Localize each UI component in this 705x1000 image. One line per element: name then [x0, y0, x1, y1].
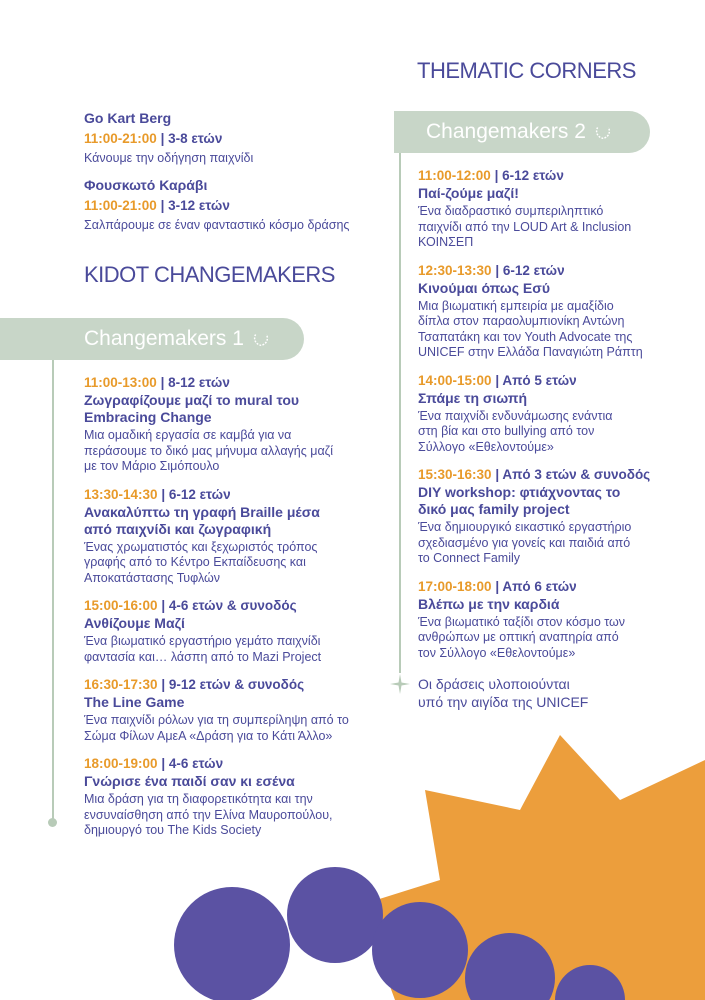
event-desc: Ένα βιωματικό ταξίδι στον κόσμο των ανθρώπων με οπτική αναπηρία από τον Σύλλογο «Εθελοντούμε»	[418, 614, 626, 660]
event-title: Ζωγραφίζουμε μαζί το mural του Embracing Change	[84, 392, 300, 425]
event-title: Γνώρισε ένα παιδί σαν κι εσένα	[84, 773, 295, 789]
timeline-line-1	[52, 360, 54, 822]
wreath-icon	[252, 330, 270, 348]
event-title: Ανακαλύπτω τη γραφή Braille μέσα από παιχνίδι και ζωγραφική	[84, 503, 320, 537]
changemakers-1-header	[0, 318, 304, 360]
event-title: Βλέπω με την καρδιά	[418, 595, 560, 612]
event-age: Από 3 ετών & συνοδός	[502, 467, 651, 482]
event-time: 11:00-12:00	[418, 168, 491, 183]
event-title: Σπάμε τη σιωπή	[418, 389, 528, 406]
event-item: 11:00-13:00 | 8-12 ετών Ζωγραφίζουμε μαζί το mural του Embracing Change Μια ομαδική εργασία σε καμβά για να περάσουμε το δικό μας μήνυμα αλλαγής μαζί με τον Μάριο Σιμόπουλο	[84, 374, 384, 475]
event-desc: Ένα διαδραστικό συμπεριληπτικό παιχνίδι από την LOUD Art & Inclusion ΚΟΙΝΣΕΠ	[418, 204, 632, 249]
item-time: 11:00-21:00	[84, 198, 157, 213]
event-desc: Ένα παιχνίδι ρόλων για τη συμπερίληψη από το Σώμα Φίλων ΑμεΑ «Δράση για το Κάτι Άλλο»	[84, 713, 349, 743]
event-title: Ανθίζουμε Μαζί	[84, 615, 185, 631]
event-item: 14:00-15:00 | Από 5 ετών Σπάμε τη σιωπή Ένα παιχνίδι ενδυνάμωσης ενάντια στη βία και στο bullying από τον Σύλλογο «Εθελοντούμε»	[418, 372, 668, 456]
purple-circle-3	[372, 902, 468, 998]
event-age: 8-12 ετών	[168, 375, 230, 390]
timeline-end-dot-1	[48, 818, 57, 827]
kidot-changemakers-title: KIDOT CHANGEMAKERS	[84, 262, 335, 287]
event-desc: Ένα βιωματικό εργαστήριο γεμάτο παιχνίδι φαντασία και… λάσπη από το Mazi Project	[84, 634, 322, 664]
changemakers-2-label: Changemakers 2	[426, 120, 586, 143]
event-desc: Ένας χρωματιστός και ξεχωριστός τρόπος γραφής από το Κέντρο Εκπαίδευσης και Αποκατάστασης Τυφλών	[84, 539, 318, 585]
unicef-note: Οι δράσεις υλοποιούνται υπό την αιγίδα της UNICEF	[418, 676, 589, 710]
event-time: 11:00-13:00	[84, 375, 157, 390]
item-age: 3-8 ετών	[168, 131, 223, 146]
timeline-line-2	[399, 153, 401, 673]
event-age: 6-12 ετών	[502, 168, 564, 183]
wreath-icon	[594, 123, 612, 141]
event-time: 14:00-15:00	[418, 372, 492, 388]
event-title: Κινούμαι όπως Εσύ	[418, 279, 550, 296]
event-item: 15:30-16:30 | Από 3 ετών & συνοδός DIY workshop: φτιάχνοντας το δικό μας family project Ένα δημιουργικό εικαστικό εργαστήριο σχεδιασμένο για γονείς και παιδιά από το Connect Family	[418, 466, 668, 567]
changemakers-1-label: Changemakers 1	[84, 327, 244, 350]
event-item: 17:00-18:00 | Από 6 ετών Βλέπω με την καρδιά Ένα βιωματικό ταξίδι στον κόσμο των ανθρώπων με οπτική αναπηρία από τον Σύλλογο «Εθελοντούμε»	[418, 578, 668, 662]
event-desc: Μια ομαδική εργασία σε καμβά για να περάσουμε το δικό μας μήνυμα αλλαγής μαζί με τον Μάριο Σιμόπουλο	[84, 428, 333, 473]
event-time: 13:30-14:30	[84, 486, 158, 502]
item-desc: Κάνουμε την οδήγηση παιχνίδι	[84, 151, 254, 165]
event-age: 4-6 ετών	[168, 756, 224, 771]
event-time: 17:00-18:00	[418, 578, 492, 594]
purple-circle-1	[174, 887, 290, 1000]
event-item: 18:00-19:00 | 4-6 ετών Γνώρισε ένα παιδί σαν κι εσένα Μια δράση για τη διαφορετικότητα και την ενσυναίσθηση από την Ελίνα Μαυροπούλου, δημιουργό του The Kids Society	[84, 755, 384, 839]
item-time: 11:00-21:00	[84, 131, 157, 146]
changemakers-2-header	[394, 111, 650, 153]
purple-circle-2	[287, 867, 383, 963]
event-item: 15:00-16:00 | 4-6 ετών & συνοδός Ανθίζουμε Μαζί Ένα βιωματικό εργαστήριο γεμάτο παιχνίδι φαντασία και… λάσπη από το Mazi Project	[84, 597, 384, 665]
sparkle-icon	[389, 673, 411, 695]
item-desc: Σαλπάρουμε σε έναν φανταστικό κόσμο δράσης	[84, 218, 350, 232]
event-desc: Ένα δημιουργικό εικαστικό εργαστήριο σχεδιασμένο για γονείς και παιδιά από το Connect Family	[418, 520, 632, 565]
changemakers-2-list	[418, 167, 668, 661]
event-title: DIY workshop: φτιάχνοντας το δικό μας family project	[418, 484, 621, 517]
event-title: Παί-ζούμε μαζί!	[418, 185, 519, 201]
event-age: 9-12 ετών & συνοδός	[168, 677, 305, 692]
item-age: 3-12 ετών	[168, 198, 230, 213]
event-item: 12:30-13:30 | 6-12 ετών Κινούμαι όπως Εσύ Μια βιωματική εμπειρία με αμαξίδιο δίπλα στον παραολυμπιονίκη Αντώνη Τσαπατάκη και τον Youth Advocate της UNICEF στην Ελλάδα Παναγιώτη Ράπτη	[418, 262, 668, 361]
item-title: Go Kart Berg	[84, 110, 172, 126]
event-item: 11:00-12:00 | 6-12 ετών Παί-ζούμε μαζί! Ένα διαδραστικό συμπεριληπτικό παιχνίδι από την LOUD Art & Inclusion ΚΟΙΝΣΕΠ	[418, 167, 668, 251]
event-desc: Μια δράση για τη διαφορετικότητα και την ενσυναίσθηση από την Ελίνα Μαυροπούλου, δημιουργό του The Kids Society	[84, 792, 333, 837]
event-item: 13:30-14:30 | 6-12 ετών Ανακαλύπτω τη γραφή Braille μέσα από παιχνίδι και ζωγραφική Ένας χρωματιστός και ξεχωριστός τρόπος γραφής από το Κέντρο Εκπαίδευσης και Αποκατάστασης Τυφλών	[84, 486, 384, 587]
event-time: 12:30-13:30	[418, 262, 492, 278]
event-desc: Ένα παιχνίδι ενδυνάμωσης ενάντια στη βία και στο bullying από τον Σύλλογο «Εθελοντούμε»	[418, 408, 613, 454]
event-time: 16:30-17:30	[84, 677, 158, 692]
event-item: 16:30-17:30 | 9-12 ετών & συνοδός The Line Game Ένα παιχνίδι ρόλων για τη συμπερίληψη από το Σώμα Φίλων ΑμεΑ «Δράση για το Κάτι Άλλο»	[84, 676, 384, 744]
event-age: 6-12 ετών	[168, 486, 231, 502]
top-left-item-2: Φουσκωτό Καράβι 11:00-21:00 | 3-12 ετών Σαλπάρουμε σε έναν φανταστικό κόσμο δράσης	[84, 177, 384, 234]
event-time: 18:00-19:00	[84, 756, 158, 771]
event-desc: Μια βιωματική εμπειρία με αμαξίδιο δίπλα στον παραολυμπιονίκη Αντώνη Τσαπατάκη και τον Youth Advocate της UNICEF στην Ελλάδα Παναγιώτη Ράπτη	[418, 298, 643, 359]
top-left-item-1: Go Kart Berg 11:00-21:00 | 3-8 ετών Κάνουμε την οδήγηση παιχνίδι	[84, 110, 384, 167]
event-age: 4-6 ετών & συνοδός	[168, 598, 297, 613]
event-time: 15:30-16:30	[418, 467, 492, 482]
event-age: Από 5 ετών	[502, 372, 577, 388]
event-time: 15:00-16:00	[84, 598, 158, 613]
event-age: 6-12 ετών	[502, 262, 565, 278]
event-title: The Line Game	[84, 694, 185, 710]
thematic-corners-title: THEMATIC CORNERS	[417, 58, 636, 83]
changemakers-1-list	[84, 374, 384, 839]
item-title: Φουσκωτό Καράβι	[84, 177, 208, 193]
event-age: Από 6 ετών	[502, 578, 577, 594]
